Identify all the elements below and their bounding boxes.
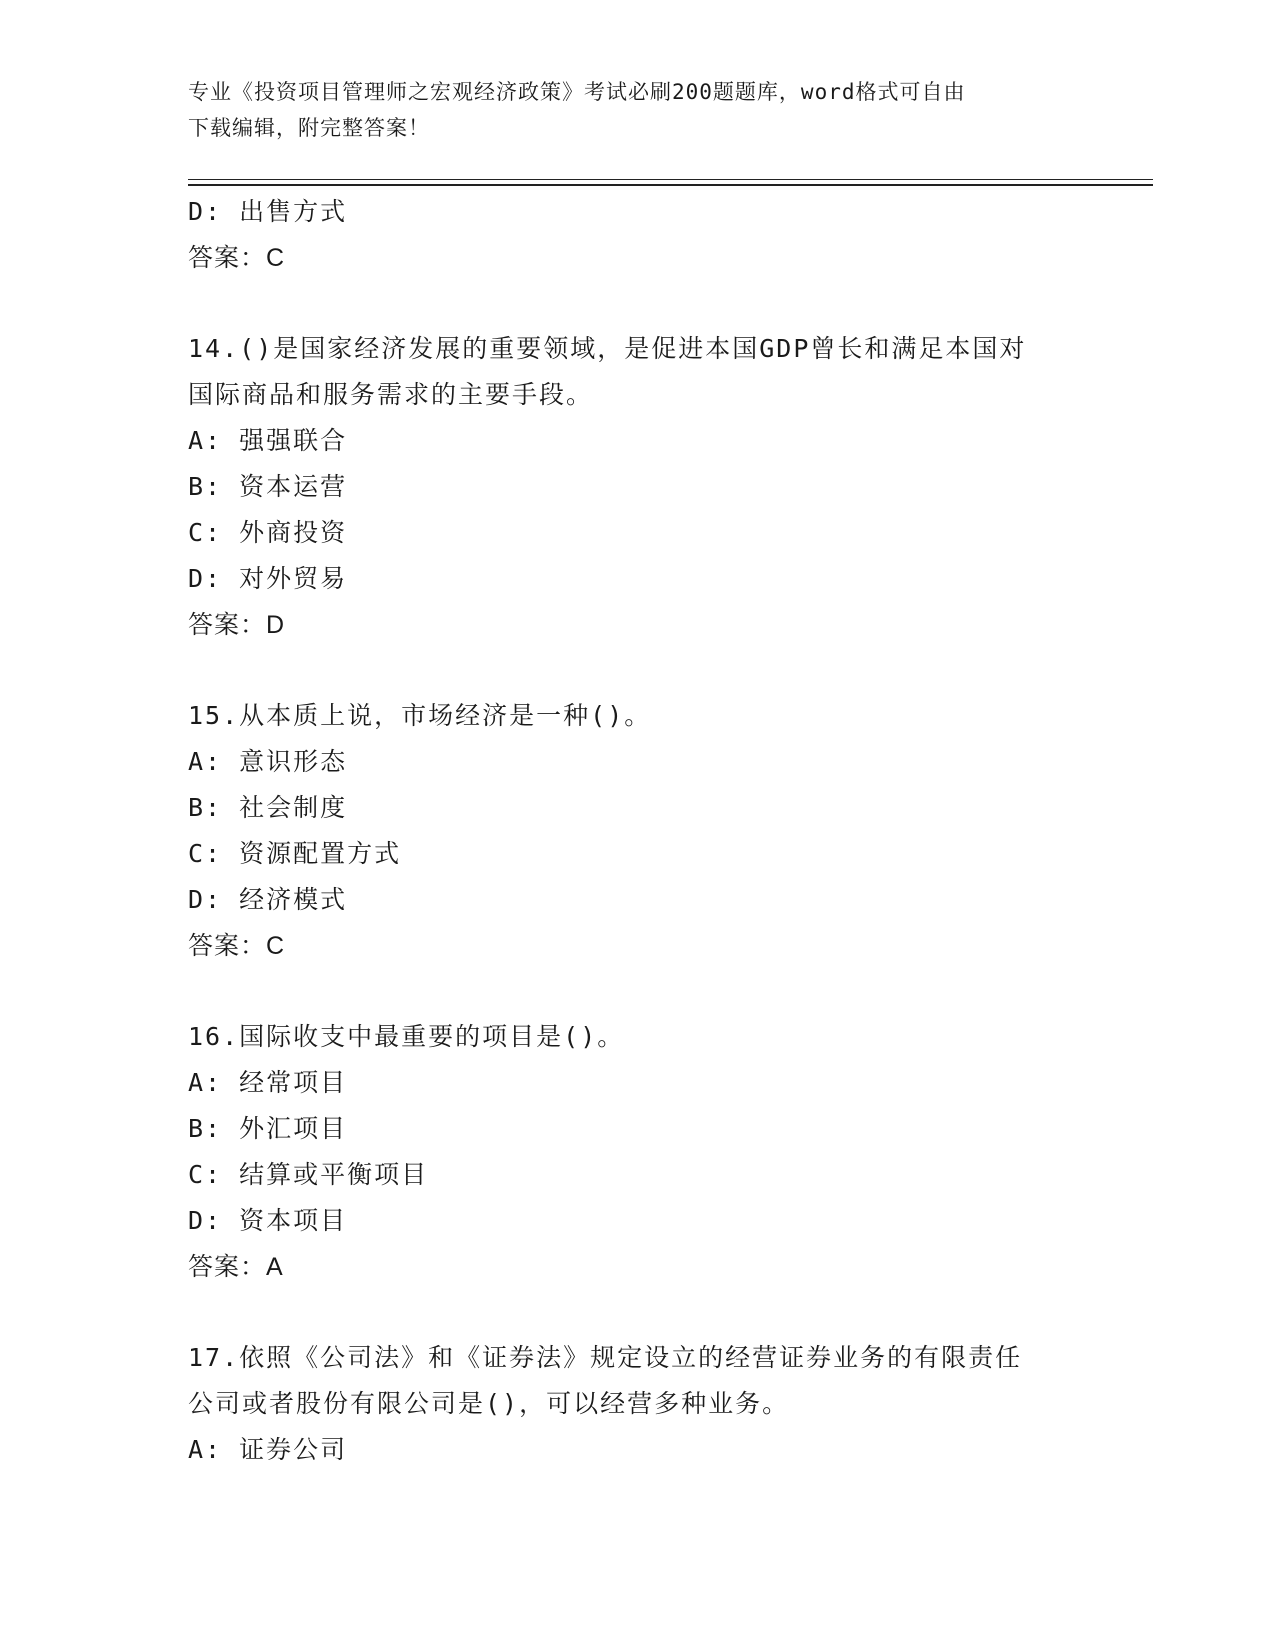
question-text: 16.国际收支中最重要的项目是()。 <box>188 1022 625 1051</box>
question-text: 15.从本质上说，市场经济是一种()。 <box>188 701 652 730</box>
question-text: 14.()是国家经济发展的重要领域，是促进本国GDP曾长和满足本国对 <box>188 334 1027 363</box>
question-text-continued: 国际商品和服务需求的主要手段。 <box>188 380 594 409</box>
option-d: D: 资本项目 <box>188 1206 348 1235</box>
option-a: A: 证券公司 <box>188 1435 348 1464</box>
header-line-1: 专业《投资项目管理师之宏观经济政策》考试必刷200题题库，word格式可自由 <box>188 80 966 104</box>
option-a: A: 强强联合 <box>188 426 348 455</box>
document-header <box>188 74 1068 146</box>
option-b: B: 外汇项目 <box>188 1114 348 1143</box>
question-16 <box>188 1014 1088 1290</box>
question-17 <box>188 1335 1088 1473</box>
question-text-continued: 公司或者股份有限公司是()，可以经营多种业务。 <box>188 1389 790 1418</box>
question-text: 17.依照《公司法》和《证券法》规定设立的经营证券业务的有限责任 <box>188 1343 1023 1372</box>
option-d: D: 经济模式 <box>188 885 348 914</box>
option-c: C: 外商投资 <box>188 518 348 547</box>
answer: 答案：D <box>188 611 286 639</box>
option-c: C: 资源配置方式 <box>188 839 402 868</box>
header-line-2: 下载编辑，附完整答案！ <box>188 116 430 140</box>
answer: 答案：A <box>188 1253 284 1281</box>
question-14 <box>188 326 1088 648</box>
question-content <box>188 189 1088 1473</box>
option-d: D: 对外贸易 <box>188 564 348 593</box>
header-divider-thick <box>188 184 1153 186</box>
option-b: B: 资本运营 <box>188 472 348 501</box>
prev-option-d: D: 出售方式 <box>188 197 348 226</box>
option-a: A: 经常项目 <box>188 1068 348 1097</box>
answer: 答案：C <box>188 932 286 960</box>
prev-answer: 答案：C <box>188 244 286 272</box>
option-a: A: 意识形态 <box>188 747 348 776</box>
option-b: B: 社会制度 <box>188 793 348 822</box>
header-divider-thin <box>188 179 1153 180</box>
question-15 <box>188 693 1088 969</box>
option-c: C: 结算或平衡项目 <box>188 1160 429 1189</box>
